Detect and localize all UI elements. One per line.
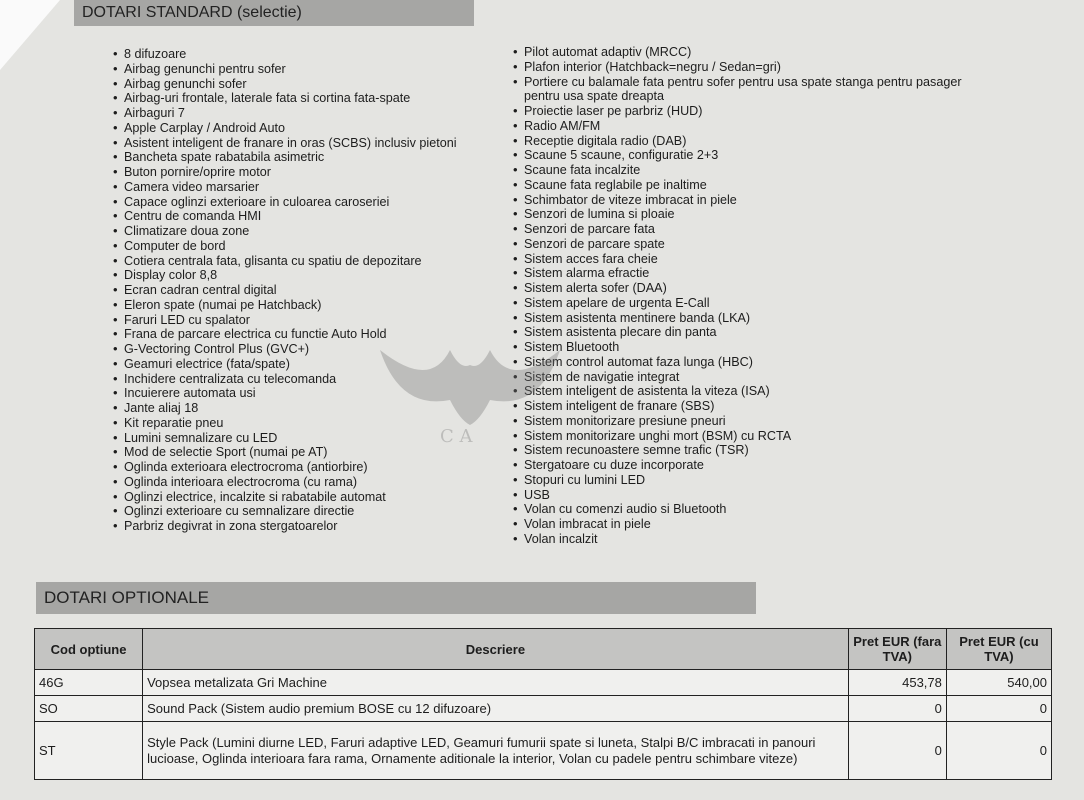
feature-item: • Portiere cu balamale fata pentru sofer pentru usa spate stanga pentru pasager pentru usa spate dreapta bbox=[524, 75, 984, 105]
cell-price-net: 453,78 bbox=[848, 670, 946, 696]
feature-item: • Senzori de parcare spate bbox=[524, 237, 984, 252]
feature-item: • Senzori de parcare fata bbox=[524, 222, 984, 237]
feature-item: • Kit reparatie pneu bbox=[124, 416, 457, 431]
feature-item: • Sistem Bluetooth bbox=[524, 340, 984, 355]
feature-item: • Centru de comanda HMI bbox=[124, 209, 457, 224]
feature-item: • Sistem recunoastere semne trafic (TSR) bbox=[524, 443, 984, 458]
cell-price-gross: 540,00 bbox=[946, 670, 1051, 696]
cell-description: Sound Pack (Sistem audio premium BOSE cu 12 difuzoare) bbox=[143, 696, 849, 722]
feature-item: • Climatizare doua zone bbox=[124, 224, 457, 239]
feature-item: • Volan imbracat in piele bbox=[524, 517, 984, 532]
feature-item: • Scaune 5 scaune, configuratie 2+3 bbox=[524, 148, 984, 163]
standard-features-left bbox=[124, 47, 457, 534]
cell-price-gross: 0 bbox=[946, 696, 1051, 722]
feature-item: • Stopuri cu lumini LED bbox=[524, 473, 984, 488]
feature-item: • USB bbox=[524, 488, 984, 503]
feature-item: • G-Vectoring Control Plus (GVC+) bbox=[124, 342, 457, 357]
feature-item: • Sistem inteligent de franare (SBS) bbox=[524, 399, 984, 414]
feature-item: • Scaune fata reglabile pe inaltime bbox=[524, 178, 984, 193]
feature-item: • Frana de parcare electrica cu functie Auto Hold bbox=[124, 327, 457, 342]
feature-item: • Radio AM/FM bbox=[524, 119, 984, 134]
feature-item: • Lumini semnalizare cu LED bbox=[124, 431, 457, 446]
table-header-row bbox=[35, 629, 1052, 670]
feature-item: • Airbaguri 7 bbox=[124, 106, 457, 121]
optional-section-title: DOTARI OPTIONALE bbox=[36, 582, 756, 614]
page-corner bbox=[0, 0, 60, 70]
feature-item: • Volan cu comenzi audio si Bluetooth bbox=[524, 502, 984, 517]
table-row bbox=[35, 722, 1052, 780]
feature-item: • Mod de selectie Sport (numai pe AT) bbox=[124, 445, 457, 460]
feature-item: • Sistem acces fara cheie bbox=[524, 252, 984, 267]
feature-item: • Sistem asistenta plecare din panta bbox=[524, 325, 984, 340]
feature-item: • Plafon interior (Hatchback=negru / Sedan=gri) bbox=[524, 60, 984, 75]
feature-item: • Sistem asistenta mentinere banda (LKA) bbox=[524, 311, 984, 326]
feature-item: • 8 difuzoare bbox=[124, 47, 457, 62]
feature-item: • Cotiera centrala fata, glisanta cu spatiu de depozitare bbox=[124, 254, 457, 269]
feature-item: • Oglinda exterioara electrocroma (antiorbire) bbox=[124, 460, 457, 475]
feature-item: • Sistem control automat faza lunga (HBC) bbox=[524, 355, 984, 370]
cell-price-net: 0 bbox=[848, 722, 946, 780]
feature-item: • Inchidere centralizata cu telecomanda bbox=[124, 372, 457, 387]
feature-item: • Schimbator de viteze imbracat in piele bbox=[524, 193, 984, 208]
feature-item: • Display color 8,8 bbox=[124, 268, 457, 283]
feature-item: • Oglinzi electrice, incalzite si rabatabile automat bbox=[124, 490, 457, 505]
feature-item: • Camera video marsarier bbox=[124, 180, 457, 195]
feature-item: • Jante aliaj 18 bbox=[124, 401, 457, 416]
feature-item: • Stergatoare cu duze incorporate bbox=[524, 458, 984, 473]
feature-item: • Eleron spate (numai pe Hatchback) bbox=[124, 298, 457, 313]
feature-item: • Oglinzi exterioare cu semnalizare directie bbox=[124, 504, 457, 519]
optional-equipment-table bbox=[34, 628, 1052, 780]
cell-code: 46G bbox=[35, 670, 143, 696]
feature-item: • Incuierere automata usi bbox=[124, 386, 457, 401]
table-row bbox=[35, 670, 1052, 696]
feature-item: • Senzori de lumina si ploaie bbox=[524, 207, 984, 222]
feature-item: • Sistem de navigatie integrat bbox=[524, 370, 984, 385]
cell-code: SO bbox=[35, 696, 143, 722]
feature-item: • Airbag genunchi sofer bbox=[124, 77, 457, 92]
feature-item: • Buton pornire/oprire motor bbox=[124, 165, 457, 180]
standard-features-right bbox=[524, 45, 984, 547]
feature-item: • Faruri LED cu spalator bbox=[124, 313, 457, 328]
cell-price-net: 0 bbox=[848, 696, 946, 722]
feature-item: • Oglinda interioara electrocroma (cu rama) bbox=[124, 475, 457, 490]
feature-item: • Computer de bord bbox=[124, 239, 457, 254]
feature-item: • Airbag-uri frontale, laterale fata si cortina fata-spate bbox=[124, 91, 457, 106]
feature-item: • Scaune fata incalzite bbox=[524, 163, 984, 178]
feature-item: • Parbriz degivrat in zona stergatoarelor bbox=[124, 519, 457, 534]
feature-item: • Capace oglinzi exterioare in culoarea caroseriei bbox=[124, 195, 457, 210]
feature-item: • Sistem monitorizare presiune pneuri bbox=[524, 414, 984, 429]
feature-item: • Sistem monitorizare unghi mort (BSM) cu RCTA bbox=[524, 429, 984, 444]
feature-item: • Volan incalzit bbox=[524, 532, 984, 547]
feature-item: • Geamuri electrice (fata/spate) bbox=[124, 357, 457, 372]
col-header-price-gross: Pret EUR (cu TVA) bbox=[946, 629, 1051, 670]
table-row bbox=[35, 696, 1052, 722]
standard-section-title: DOTARI STANDARD (selectie) bbox=[74, 0, 474, 26]
feature-item: • Receptie digitala radio (DAB) bbox=[524, 134, 984, 149]
feature-item: • Sistem alarma efractie bbox=[524, 266, 984, 281]
feature-item: • Sistem apelare de urgenta E-Call bbox=[524, 296, 984, 311]
cell-price-gross: 0 bbox=[946, 722, 1051, 780]
feature-item: • Sistem alerta sofer (DAA) bbox=[524, 281, 984, 296]
feature-item: • Bancheta spate rabatabila asimetric bbox=[124, 150, 457, 165]
feature-item: • Airbag genunchi pentru sofer bbox=[124, 62, 457, 77]
watermark-text: C A bbox=[440, 426, 473, 447]
feature-item: • Sistem inteligent de asistenta la viteza (ISA) bbox=[524, 384, 984, 399]
col-header-price-net: Pret EUR (fara TVA) bbox=[848, 629, 946, 670]
col-header-description: Descriere bbox=[143, 629, 849, 670]
feature-item: • Apple Carplay / Android Auto bbox=[124, 121, 457, 136]
feature-item: • Asistent inteligent de franare in oras (SCBS) inclusiv pietoni bbox=[124, 136, 457, 151]
col-header-code: Cod optiune bbox=[35, 629, 143, 670]
cell-code: ST bbox=[35, 722, 143, 780]
cell-description: Vopsea metalizata Gri Machine bbox=[143, 670, 849, 696]
feature-item: • Pilot automat adaptiv (MRCC) bbox=[524, 45, 984, 60]
feature-item: • Proiectie laser pe parbriz (HUD) bbox=[524, 104, 984, 119]
cell-description: Style Pack (Lumini diurne LED, Faruri adaptive LED, Geamuri fumurii spate si luneta, Stalpi B/C imbracati in panouri lucioase, Oglinda interioara fara rama, Ornamente aditionale la interior, Volan cu padele pentru schimbare viteze) bbox=[143, 722, 849, 780]
feature-item: • Ecran cadran central digital bbox=[124, 283, 457, 298]
